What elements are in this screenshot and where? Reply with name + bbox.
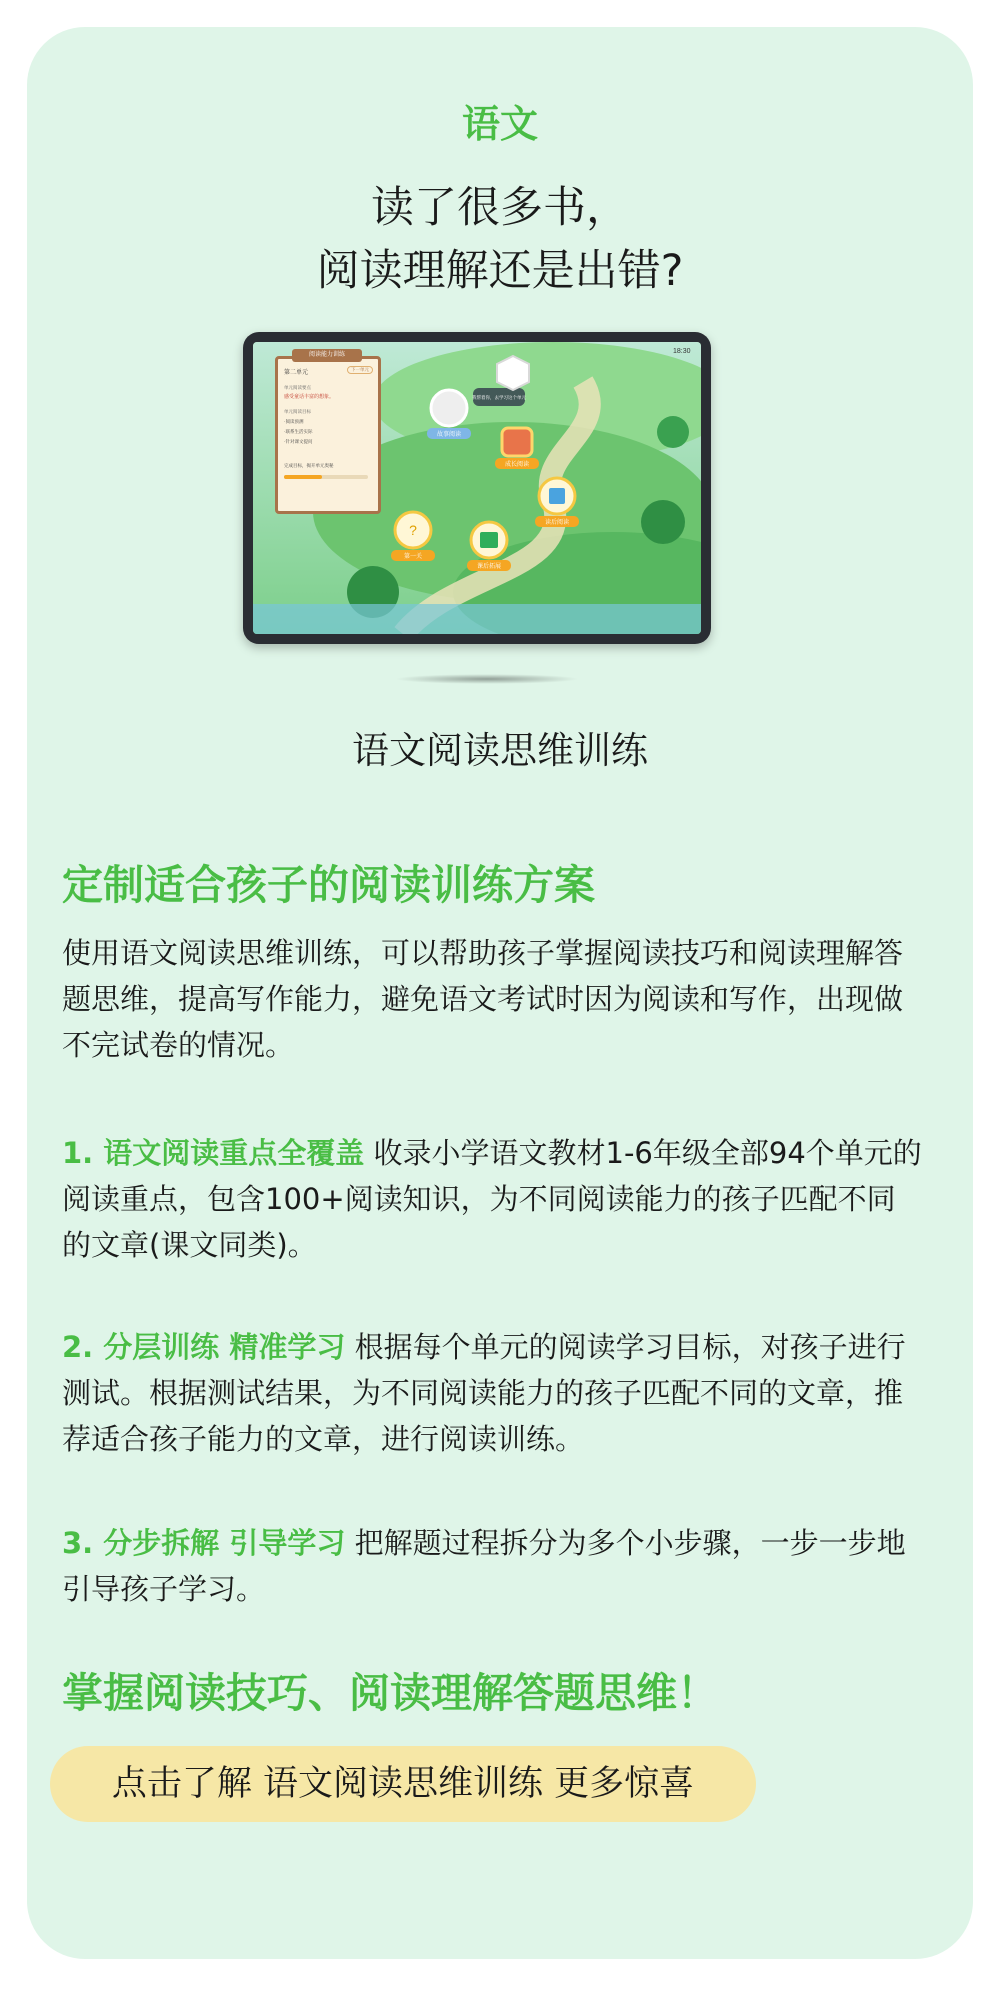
badge-icon (497, 356, 529, 390)
feature-point-title: 1. 语文阅读重点全覆盖 (62, 1136, 365, 1170)
node-after-reading-label: 读后阅读 (544, 520, 570, 526)
progress-fill (284, 475, 322, 479)
unit-focus-value: 感受童话丰富的想象。 (284, 394, 335, 400)
feature-point-title: 2. 分层训练 精准学习 (62, 1330, 346, 1364)
feature-point-1 (62, 1130, 924, 1268)
learn-more-button[interactable]: 点击了解 语文阅读思维训练 更多惊喜 (50, 1746, 756, 1822)
guide-bubble (472, 388, 526, 406)
node-grow[interactable] (495, 428, 539, 469)
goal-item: ·联系生活实际 (284, 429, 313, 434)
feature-point-body: 把解题过程拆分为多个小步骤，一步一步地引导孩子学习。 (62, 1526, 906, 1606)
svg-text:?: ? (409, 522, 417, 538)
tablet-screen (253, 342, 701, 634)
panel-title: 阅读能力训练 (292, 349, 362, 362)
node-after-reading[interactable] (535, 478, 579, 527)
goal-item: ·阅读预测 (284, 419, 304, 424)
section-title: 定制适合孩子的阅读训练方案 (62, 861, 595, 909)
feature-point-3 (62, 1520, 924, 1612)
headline-line-1: 读了很多书， (371, 183, 629, 233)
feature-point-title: 3. 分步拆解 引导学习 (62, 1526, 346, 1560)
node-level-one[interactable] (391, 512, 435, 561)
subject-label: 语文 (461, 102, 538, 146)
intro-paragraph: 使用语文阅读思维训练，可以帮助孩子掌握阅读技巧和阅读理解答题思维，提高写作能力，避免语文考试时因为阅读和写作，出现做不完试卷的情况。 (62, 936, 904, 1062)
node-story[interactable] (427, 390, 471, 439)
closing-slogan: 掌握阅读技巧、阅读理解答题思维！ (62, 1669, 718, 1717)
tablet-shadow (395, 674, 579, 684)
status-time: 18:30 (673, 348, 691, 355)
unit-panel (275, 352, 381, 514)
unit-name: 第二单元 (284, 370, 309, 376)
tablet-illustration (243, 332, 711, 644)
guide-bubble-text: 我帮着你，去学习这个单元 (472, 395, 526, 400)
feature-point-2 (62, 1324, 924, 1462)
unit-focus-label: 单元阅读要点 (284, 385, 311, 390)
node-extend-label: 课后拓展 (476, 564, 502, 570)
headline-line-2: 阅读理解还是出错? (316, 246, 684, 296)
feature-point-body: 根据每个单元的阅读学习目标，对孩子进行测试。根据测试结果，为不同阅读能力的孩子匹配不同的文章，推荐适合孩子能力的文章，进行阅读训练。 (62, 1330, 906, 1456)
node-story-label: 故事阅读 (436, 432, 462, 438)
tablet-caption: 语文阅读思维训练 (352, 729, 648, 772)
goal-item: ·针对课文提问 (284, 439, 313, 444)
progress-label: 完成目标，揭开单元奥秘 (284, 463, 334, 468)
node-grow-label: 成长阅读 (504, 462, 530, 468)
node-extend[interactable] (467, 522, 511, 571)
feature-point-body: 收录小学语文教材1-6年级全部94个单元的阅读重点，包含100+阅读知识，为不同阅读能力的孩子匹配不同的文章(课文同类)。 (62, 1136, 922, 1262)
goals-label: 单元阅读目标 (284, 409, 311, 414)
node-level-one-label: 第一关 (403, 554, 423, 560)
next-unit-button[interactable]: 下一单元 (347, 366, 373, 374)
progress-bar (284, 475, 368, 479)
